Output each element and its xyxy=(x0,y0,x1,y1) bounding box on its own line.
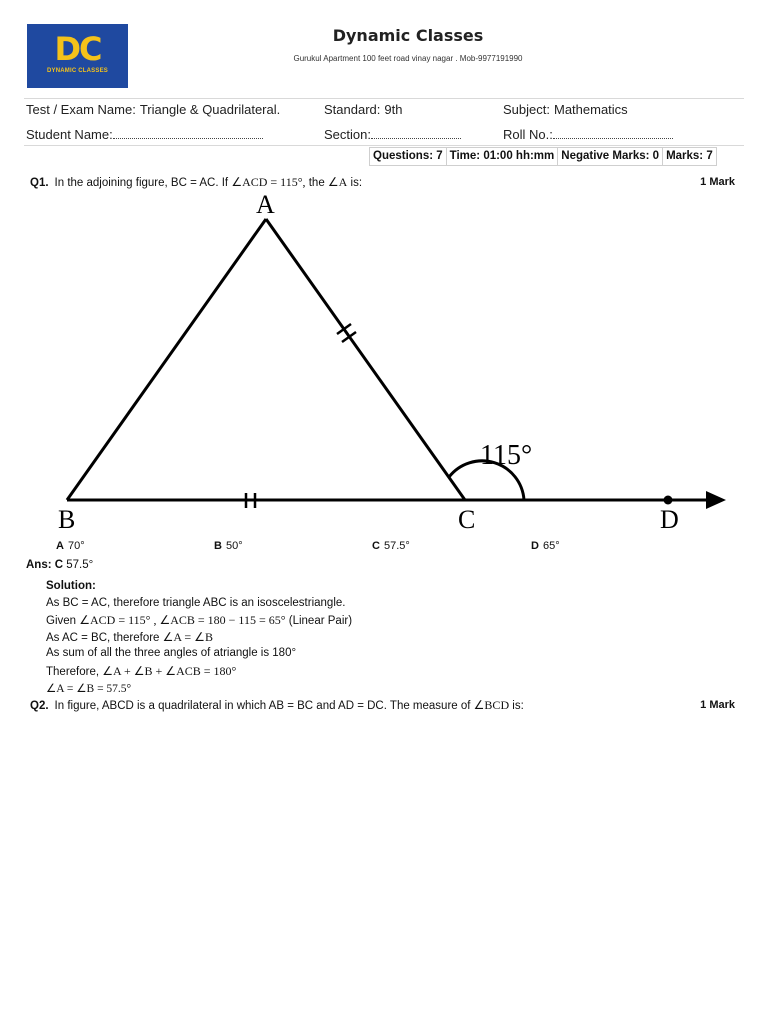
question-2-math-a: ∠BCD xyxy=(473,698,510,712)
arrowhead xyxy=(706,491,726,509)
solution-line-6: ∠A = ∠B = 57.5° xyxy=(46,683,132,695)
option-a[interactable] xyxy=(56,540,85,552)
tick-ac-1 xyxy=(337,324,351,334)
option-c-letter: C xyxy=(372,540,380,552)
subject-label: Subject: xyxy=(503,102,550,117)
institute-name: Dynamic Classes xyxy=(332,26,484,45)
label-c: C xyxy=(458,505,476,534)
question-1-text-b: the xyxy=(305,177,328,189)
side-ab xyxy=(67,219,266,500)
question-2-text-b: is: xyxy=(509,700,524,712)
questions-count: Questions: 7 xyxy=(369,147,447,166)
section-label: Section: xyxy=(324,127,371,142)
student-name-label: Student Name: xyxy=(26,127,113,142)
question-1-number: Q1. xyxy=(30,177,49,189)
tick-ac-2 xyxy=(342,332,356,342)
question-1-text-c: is: xyxy=(347,177,363,189)
answer-value: 57.5° xyxy=(66,559,94,571)
option-b-letter: B xyxy=(214,540,222,552)
option-d[interactable] xyxy=(531,540,560,552)
subject-value: Mathematics xyxy=(553,102,628,117)
label-b: B xyxy=(58,505,76,534)
test-name-label: Test / Exam Name: xyxy=(26,102,136,117)
logo-subtext: DYNAMIC CLASSES xyxy=(46,68,108,74)
answer xyxy=(26,559,93,571)
question-2-marks: 1 Mark xyxy=(700,699,735,711)
question-1-math-a: ∠ACD = 115°, xyxy=(231,175,306,189)
solution-line-2-text: Given xyxy=(46,615,80,627)
solution-line-5-math: ∠A + ∠B + ∠ACB = 180° xyxy=(102,664,237,678)
option-a-letter: A xyxy=(56,540,64,552)
solution-line-5 xyxy=(46,664,236,679)
solution-line-2-math: ∠ACD = 115° , ∠ACB = 180 − 115 = 65° xyxy=(79,613,286,627)
test-name-value: Triangle & Quadrilateral. xyxy=(139,102,281,117)
solution-line-5-text: Therefore, xyxy=(46,666,103,678)
option-c[interactable] xyxy=(372,540,410,552)
question-1-math-b: ∠A xyxy=(327,175,348,189)
institute-address: Gurukul Apartment 100 feet road vinay nagar . Mob-9977191990 xyxy=(293,54,523,63)
solution-line-3-text: As AC = BC, therefore xyxy=(46,632,163,644)
answer-label: Ans: C xyxy=(26,559,64,571)
negative-marks: Negative Marks: 0 xyxy=(557,147,663,166)
question-2 xyxy=(30,698,524,713)
roll-no-label: Roll No.: xyxy=(503,127,553,142)
question-1-text-a: In the adjoining figure, BC = AC. If xyxy=(54,177,232,189)
label-a: A xyxy=(256,190,275,219)
angle-label: 115° xyxy=(480,440,533,471)
solution-line-3 xyxy=(46,630,213,645)
standard-label: Standard: xyxy=(324,102,381,117)
question-2-text-a: In figure, ABCD is a quadrilateral in which AB = BC and AD = DC. The measure of xyxy=(54,700,474,712)
solution-line-4: As sum of all the three angles of atriangle is 180° xyxy=(46,647,297,659)
option-d-value: 65° xyxy=(542,540,560,552)
solution-line-2 xyxy=(46,613,352,628)
option-a-value: 70° xyxy=(67,540,85,552)
side-ac xyxy=(266,219,465,500)
question-2-number: Q2. xyxy=(30,700,49,712)
option-b-value: 50° xyxy=(225,540,243,552)
question-1-marks: 1 Mark xyxy=(700,176,735,188)
option-d-letter: D xyxy=(531,540,539,552)
option-b[interactable] xyxy=(214,540,243,552)
point-d xyxy=(664,496,673,505)
solution-line-3-math: ∠A = ∠B xyxy=(162,630,213,644)
time-limit: Time: 01:00 hh:mm xyxy=(446,147,559,166)
solution-title: Solution: xyxy=(46,580,96,592)
option-c-value: 57.5° xyxy=(383,540,410,552)
solution-line-1: As BC = AC, therefore triangle ABC is an isoscelestriangle. xyxy=(46,597,346,609)
standard-value: 9th xyxy=(384,102,403,117)
total-marks: Marks: 7 xyxy=(662,147,717,166)
solution-line-2-tail: (Linear Pair) xyxy=(285,615,353,627)
label-d: D xyxy=(660,505,679,534)
logo-mark: DC xyxy=(54,30,101,68)
